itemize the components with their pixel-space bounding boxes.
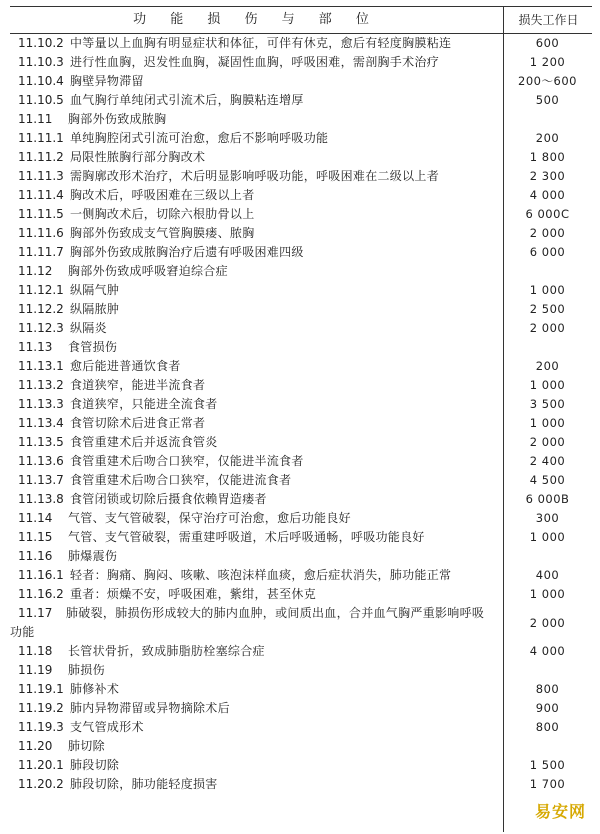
lost-workdays-value: 6 000 [529, 245, 566, 259]
item-code: 11.11.4 [18, 188, 64, 202]
table-row [10, 167, 592, 186]
lost-workdays-value: 500 [535, 93, 560, 107]
item-description: 肺段切除 [70, 758, 120, 772]
table-row [10, 338, 592, 357]
table-row [10, 148, 592, 167]
table-row [10, 509, 592, 528]
lost-workdays-value: 200 [535, 131, 560, 145]
item-description: 长管状骨折，致成肺脂肪栓塞综合症 [68, 644, 265, 658]
item-code: 11.12.2 [18, 302, 64, 316]
item-description: 重者：烦燥不安，呼吸困难，紫绀，甚至休克 [70, 587, 317, 601]
header-injury-column: 功 能 损 伤 与 部 位 [133, 12, 379, 27]
item-code: 11.13.5 [18, 435, 64, 449]
lost-workdays-value: 200～600 [518, 74, 577, 88]
table-row [10, 756, 592, 775]
item-code: 11.11.2 [18, 150, 64, 164]
item-code: 11.12.3 [18, 321, 64, 335]
item-description: 单纯胸腔闭式引流可治愈，愈后不影响呼吸功能 [70, 131, 329, 145]
table-row [10, 642, 592, 661]
lost-workdays-value: 1 700 [529, 777, 566, 791]
table-row [10, 281, 592, 300]
item-code: 11.10.3 [18, 55, 64, 69]
table-row [10, 205, 592, 224]
item-description: 胸壁异物滞留 [70, 74, 144, 88]
item-description: 肺内异物滞留或异物摘除术后 [70, 701, 230, 715]
item-code: 11.13.3 [18, 397, 64, 411]
lost-workdays-value: 6 000C [525, 207, 570, 221]
lost-workdays-value: 600 [535, 36, 560, 50]
item-description: 纵隔脓肿 [70, 302, 120, 316]
lost-workdays-value: 2 300 [529, 169, 566, 183]
item-description: 食管切除术后进食正常者 [70, 416, 206, 430]
table-row [10, 262, 592, 281]
table-row [10, 737, 592, 756]
item-description: 肺爆震伤 [68, 549, 118, 563]
table-row [10, 699, 592, 718]
item-code: 11.11.5 [18, 207, 64, 221]
item-description: 食管损伤 [68, 340, 118, 354]
item-description: 食管闭锁或切除后摄食依赖胃造瘘者 [70, 492, 267, 506]
table-row [10, 452, 592, 471]
item-code: 11.13.4 [18, 416, 64, 430]
item-code: 11.13.7 [18, 473, 64, 487]
table-row [10, 186, 592, 205]
item-description: 局限性脓胸行部分胸改术 [70, 150, 206, 164]
item-description: 愈后能进普通饮食者 [70, 359, 181, 373]
table-row [10, 566, 592, 585]
item-code: 11.11 [18, 112, 53, 126]
item-code: 11.16.2 [18, 587, 64, 601]
item-code: 11.13.2 [18, 378, 64, 392]
table-row [10, 243, 592, 262]
table-row [10, 110, 592, 129]
table-row [10, 91, 592, 110]
table-row [10, 680, 592, 699]
lost-workdays-value: 6 000B [525, 492, 570, 506]
item-code: 11.20.2 [18, 777, 64, 791]
item-code: 11.11.3 [18, 169, 64, 183]
item-code: 11.10.4 [18, 74, 64, 88]
item-description: 肺损伤 [68, 663, 105, 677]
item-description: 食道狭窄，能进半流食者 [70, 378, 206, 392]
table-row [10, 661, 592, 680]
item-code: 11.19.2 [18, 701, 64, 715]
item-description: 胸改术后，呼吸困难在三级以上者 [70, 188, 255, 202]
item-description: 纵隔炎 [70, 321, 107, 335]
lost-workdays-value: 200 [535, 359, 560, 373]
item-code: 11.16 [18, 549, 53, 563]
item-description: 进行性血胸，迟发性血胸，凝固性血胸，呼吸困难，需剖胸手术治疗 [70, 55, 440, 69]
table-row [10, 224, 592, 243]
table-row [10, 357, 592, 376]
item-code: 11.13.6 [18, 454, 64, 468]
item-description: 肺段切除，肺功能轻度损害 [70, 777, 218, 791]
table-row [10, 53, 592, 72]
item-description: 一侧胸改术后，切除六根肋骨以上 [70, 207, 255, 221]
item-description: 肺切除 [68, 739, 105, 753]
item-description: 纵隔气肿 [70, 283, 120, 297]
item-code: 11.15 [18, 530, 53, 544]
item-code: 11.20 [18, 739, 53, 753]
table-row [10, 490, 592, 509]
item-description: 气管、支气管破裂，需重建呼吸道，术后呼吸通畅，呼吸功能良好 [68, 530, 425, 544]
watermark-logo: 易安网 [534, 802, 586, 821]
lost-workdays-value: 2 400 [529, 454, 566, 468]
table-row [10, 604, 592, 642]
lost-workdays-value: 400 [535, 568, 560, 582]
table-row [10, 718, 592, 737]
table-row [10, 34, 592, 53]
item-code: 11.20.1 [18, 758, 64, 772]
item-code: 11.13.1 [18, 359, 64, 373]
lost-workdays-value: 3 500 [529, 397, 566, 411]
item-description: 食管重建术后并返流食管炎 [70, 435, 218, 449]
item-code: 11.19.1 [18, 682, 64, 696]
item-code: 11.10.2 [18, 36, 64, 50]
lost-workdays-value: 1 000 [529, 416, 566, 430]
item-code: 11.14 [18, 511, 53, 525]
table-row [10, 129, 592, 148]
table-row [10, 585, 592, 604]
item-description: 中等量以上血胸有明显症状和体征，可伴有休克，愈后有轻度胸膜粘连 [70, 36, 452, 50]
item-code: 11.16.1 [18, 568, 64, 582]
table-row [10, 414, 592, 433]
item-code: 11.11.6 [18, 226, 64, 240]
lost-workdays-value: 2 000 [529, 321, 566, 335]
item-code: 11.11.7 [18, 245, 64, 259]
table-header [10, 6, 592, 34]
item-code: 11.10.5 [18, 93, 64, 107]
lost-workdays-value: 300 [535, 511, 560, 525]
table-row [10, 376, 592, 395]
lost-workdays-value: 1 000 [529, 530, 566, 544]
lost-workdays-value: 2 000 [529, 226, 566, 240]
item-description: 血气胸行单纯闭式引流术后，胸膜粘连增厚 [70, 93, 304, 107]
item-description: 食管重建术后吻合口狭窄，仅能进流食者 [70, 473, 292, 487]
table-row [10, 72, 592, 91]
lost-workdays-value: 2 000 [529, 616, 566, 630]
item-code: 11.19.3 [18, 720, 64, 734]
table-row [10, 395, 592, 414]
lost-workdays-value: 1 000 [529, 587, 566, 601]
item-code: 11.13.8 [18, 492, 64, 506]
item-code: 11.18 [18, 644, 53, 658]
item-code: 11.17 [18, 606, 53, 620]
lost-workdays-value: 1 000 [529, 283, 566, 297]
item-code: 11.11.1 [18, 131, 64, 145]
item-description: 气管、支气管破裂，保守治疗可治愈，愈后功能良好 [68, 511, 351, 525]
table-row [10, 319, 592, 338]
item-code: 11.13 [18, 340, 53, 354]
item-code: 11.19 [18, 663, 53, 677]
item-description: 胸部外伤致成脓胸治疗后遗有呼吸困难四级 [70, 245, 304, 259]
item-description: 食道狭窄，只能进全流食者 [70, 397, 218, 411]
item-description: 胸部外伤致成呼吸窘迫综合症 [68, 264, 228, 278]
lost-workdays-value: 900 [535, 701, 560, 715]
item-description: 肺破裂，肺损伤形成较大的肺内血肿，或间质出血，合并血气胸严重影响呼吸功能 [10, 606, 485, 639]
lost-workdays-value: 1 500 [529, 758, 566, 772]
item-description: 需胸廓改形术治疗，术后明显影响呼吸功能，呼吸困难在二级以上者 [70, 169, 440, 183]
lost-workdays-value: 800 [535, 720, 560, 734]
item-code: 11.12.1 [18, 283, 64, 297]
lost-workdays-value: 4 000 [529, 188, 566, 202]
table-row [10, 547, 592, 566]
item-code: 11.12 [18, 264, 53, 278]
lost-workdays-value: 4 000 [529, 644, 566, 658]
item-description: 胸部外伤致成脓胸 [68, 112, 167, 126]
lost-workdays-value: 2 500 [529, 302, 566, 316]
lost-workdays-value: 800 [535, 682, 560, 696]
item-description: 轻者：胸痛、胸闷、咳嗽、咳泡沫样血痰，愈后症状消失，肺功能正常 [70, 568, 452, 582]
table-row [10, 433, 592, 452]
lost-workdays-value: 1 800 [529, 150, 566, 164]
item-description: 食管重建术后吻合口狭窄，仅能进半流食者 [70, 454, 304, 468]
lost-workdays-value: 1 200 [529, 55, 566, 69]
lost-workdays-value: 4 500 [529, 473, 566, 487]
table-row [10, 300, 592, 319]
lost-workdays-value: 1 000 [529, 378, 566, 392]
table-row [10, 471, 592, 490]
item-description: 支气管成形术 [70, 720, 144, 734]
table-row [10, 775, 592, 794]
item-description: 肺修补术 [70, 682, 120, 696]
header-days-column: 损失工作日 [503, 7, 593, 33]
item-description: 胸部外伤致成支气管胸膜瘘、脓胸 [70, 226, 255, 240]
table-row [10, 528, 592, 547]
lost-workdays-value: 2 000 [529, 435, 566, 449]
